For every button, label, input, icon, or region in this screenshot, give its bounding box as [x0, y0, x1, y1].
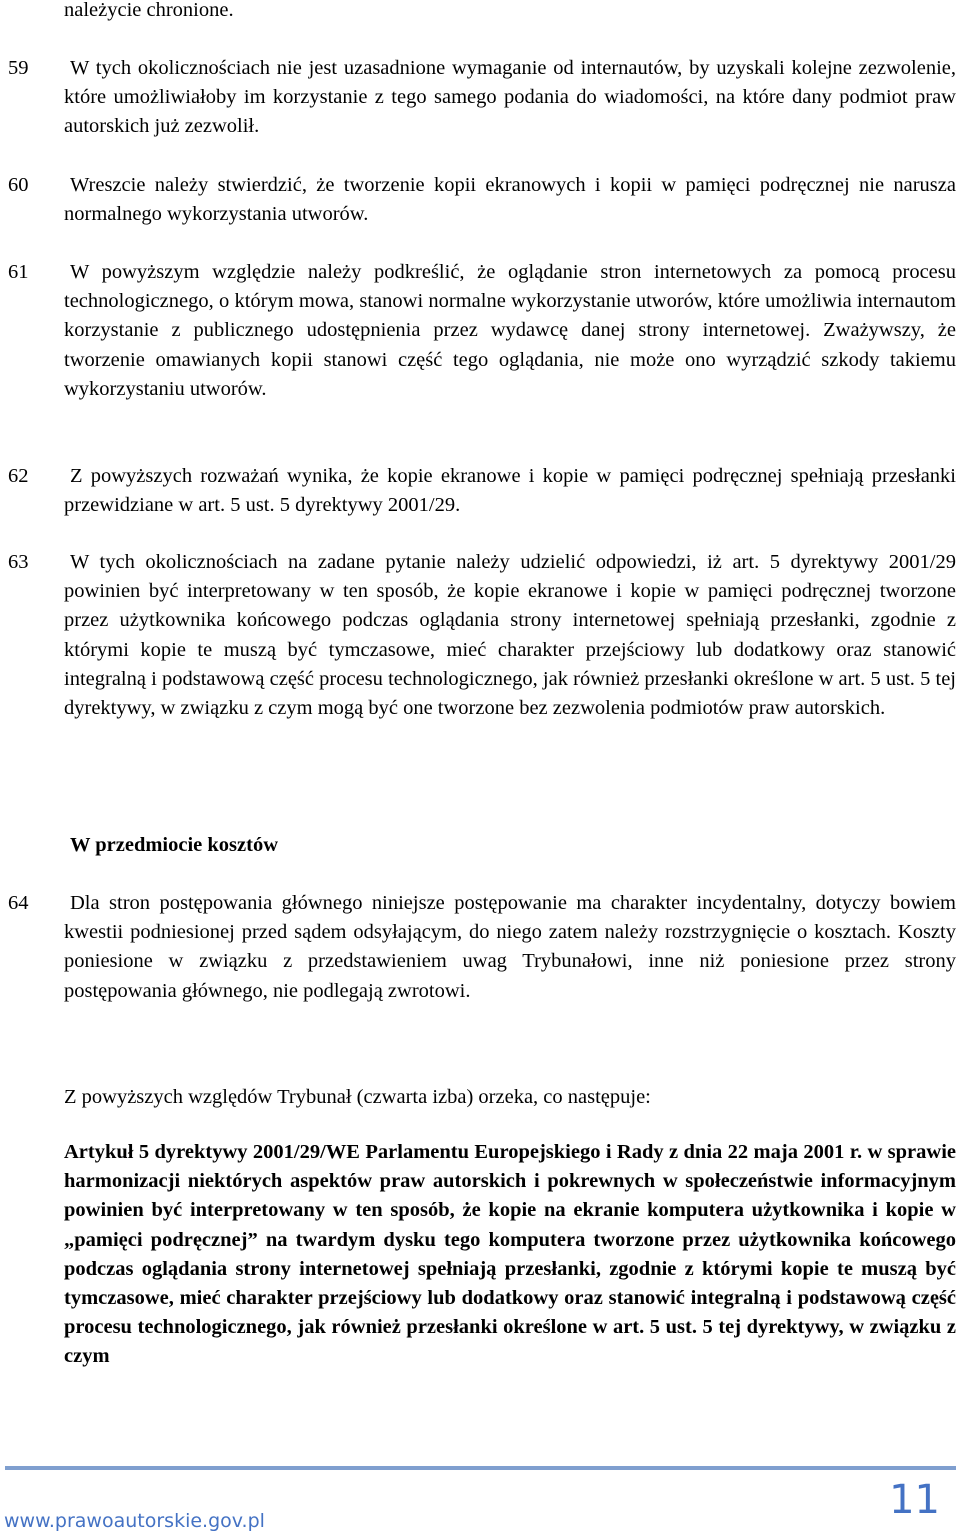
paragraph-text: W tych okolicznościach nie jest uzasadnione wymaganie od internautów, by uzyskali kolejne zezwolenie, które umożliwiałoby im korzystanie z tego samego podania do wiadomości, na które dany podmiot praw autorskich już zezwolił. [64, 57, 956, 138]
ruling-intro: Z powyższych względów Trybunał (czwarta izba) orzeka, co następuje: [64, 1086, 651, 1108]
paragraph-text: W powyższym względzie należy podkreślić, że oglądanie stron internetowych za pomocą procesu technologicznego, o którym mowa, stanowi normalne wykorzystanie utworów, które umożliwia internautom korzystanie z publicznego udostępnienia przez wydawcę danej strony internetowej. Zważywszy, że tworzenie omawianych kopii stanowi część tego oglądania, nie może ono wyrządzić szkody takiemu wykorzystaniu utworów. [64, 261, 956, 400]
paragraph-text: Z powyższych rozważań wynika, że kopie ekranowe i kopie w pamięci podręcznej spełniają przesłanki przewidziane w art. 5 ust. 5 dyrektywy 2001/29. [64, 465, 956, 517]
paragraph-text: W tych okolicznościach na zadane pytanie należy udzielić odpowiedzi, iż art. 5 dyrektywy 2001/29 powinien być interpretowany w ten sposób, że kopie ekranowe i kopie w pamięci podręcznej tworzone przez użytkownika końcowego podczas oglądania strony internetowej spełniają przesłanki, zgodnie z którymi kopie te muszą być tymczasowe, mieć charakter przejściowy lub dodatkowy oraz stanowić integralną i podstawową część procesu technologicznego, jak również przesłanki określone w art. 5 ust. 5 tej dyrektywy, w związku z czym mogą być one tworzone bez zezwolenia podmiotów praw autorskich. [64, 551, 956, 720]
paragraph-number: 59 [8, 57, 29, 79]
paragraph-number: 61 [8, 261, 29, 283]
paragraph-text: Wreszcie należy stwierdzić, że tworzenie kopii ekranowych i kopii w pamięci podręcznej nie narusza normalnego wykorzystania utworów. [64, 174, 956, 226]
paragraph-number: 62 [8, 465, 29, 487]
paragraph-64 [8, 889, 956, 1006]
page-number: 11 [889, 1477, 940, 1523]
paragraph-text: Dla stron postępowania głównego niniejsze postępowanie ma charakter incydentalny, dotyczy bowiem kwestii podniesionej przed sądem odsyłającym, do niego zatem należy rozstrzygnięcie o kosztach. Koszty poniesione w związku z przedstawieniem uwag Trybunałowi, inne niż poniesione przez strony postępowania głównego, nie podlegają zwrotowi. [64, 892, 956, 1002]
operative-ruling: Artykuł 5 dyrektywy 2001/29/WE Parlamentu Europejskiego i Rady z dnia 22 maja 2001 r. w sprawie harmonizacji niektórych aspektów praw autorskich i pokrewnych w społeczeństwie informacyjnym powinien być interpretowany w ten sposób, że kopie na ekranie komputera użytkownika i kopie w „pamięci podręcznej” na twardym dysku tego komputera tworzone przez użytkownika końcowego podczas oglądania strony internetowej spełniają przesłanki, zgodnie z którymi kopie te muszą być tymczasowe, mieć charakter przejściowy lub dodatkowy oraz stanowić integralną i podstawową część procesu technologicznego, jak również przesłanki określone w art. 5 ust. 5 tej dyrektywy, w związku z czym [64, 1141, 956, 1368]
continued-text-fragment: należycie chronione. [64, 0, 234, 21]
paragraph-62 [8, 462, 956, 520]
paragraph-61 [8, 258, 956, 404]
costs-heading: W przedmiocie kosztów [70, 834, 279, 856]
paragraph-59 [8, 54, 956, 142]
paragraph-number: 60 [8, 174, 29, 196]
footer-website-link[interactable]: www.prawoautorskie.gov.pl [4, 1510, 265, 1532]
footer-divider [5, 1466, 956, 1470]
paragraph-number: 63 [8, 551, 29, 573]
paragraph-number: 64 [8, 892, 29, 914]
paragraph-60 [8, 171, 956, 229]
paragraph-63 [8, 548, 956, 723]
